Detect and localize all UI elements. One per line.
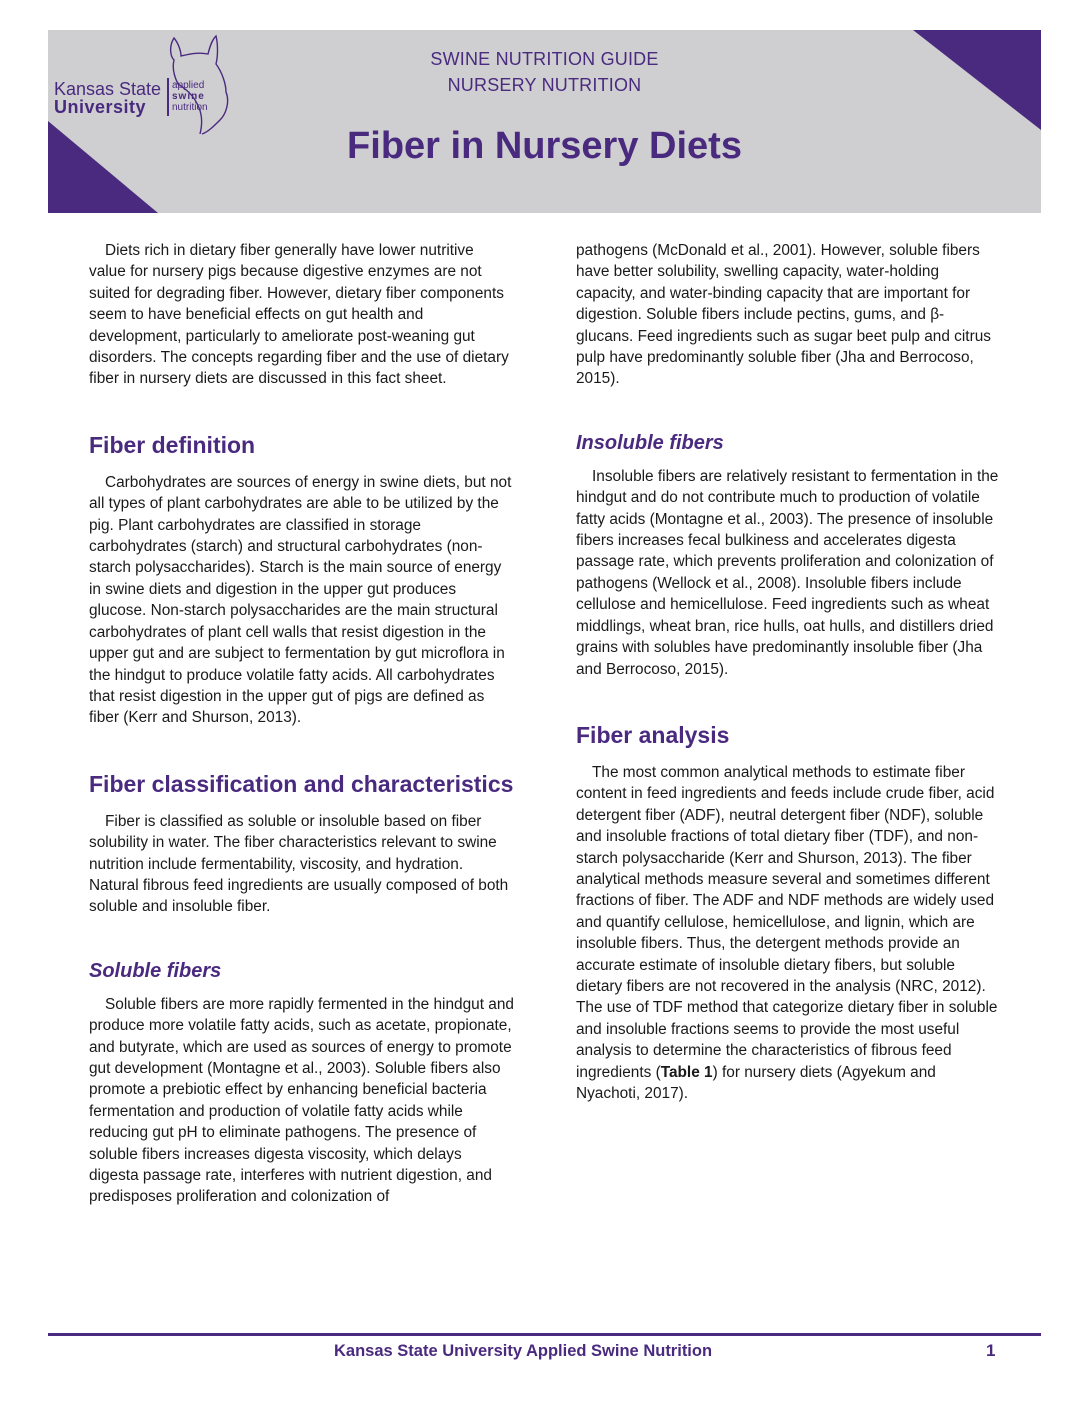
logo-text-kansas-state: Kansas State [54,79,162,99]
heading-insoluble-fibers: Insoluble fibers [576,431,724,454]
footer-rule [48,1333,1041,1336]
heading-fiber-definition: Fiber definition [89,431,256,458]
fiber-analysis-text-a: The most common analytical methods to estimate fiber content in feed ingredients and feeds include crude fiber, acid detergent fiber (ADF), neutral detergent fiber (NDF), soluble and insoluble fractions of total dietary fiber (TDF), and non-starch polysaccharide (Kerr and Shurson, 2013). The fiber analytical methods measure several and sometimes different fractions of fiber. The ADF and NDF methods are widely used and quantify cellulose, hemicellulose, and lignin, which are insoluble fibers. Thus, the detergent methods provide an accurate estimate of insoluble dietary fibers, but soluble dietary fibers are not recovered in the analysis (NRC, 2012). The use of TDF method that categorize dietary fiber in soluble and insoluble fractions seems to provide the most useful analysis to determine the characteristics of fibrous feed ingredients ( [576,763,998,1081]
soluble-fibers-continued-paragraph: pathogens (McDonald et al., 2001). However, soluble fibers have better solubility, swelling capacity, water-holding capacity, and water-binding capacity that are important for digestion. Soluble fibers include pectins, gums, and β-glucans. Feed ingredients such as sugar beet pulp and citrus pulp have predominantly soluble fiber (Jha and Berrocoso, 2015). [576,242,991,388]
logo-text-applied: applied [172,80,205,91]
footer-publisher: Kansas State University Applied Swine Nutrition [334,1342,713,1360]
guide-topic-label: NURSERY NUTRITION [447,75,642,95]
right-column [576,240,1001,1104]
table-1-reference: Table 1 [660,1063,713,1081]
logo-text-nutrition: nutrition [172,102,208,113]
heading-fiber-classification: Fiber classification and characteristics [89,770,514,797]
fiber-analysis-text-b: ) for nursery diets (Agyekum and Nyachoti, 2017). [576,1063,936,1102]
heading-fiber-analysis: Fiber analysis [576,721,730,748]
page-number: 1 [986,1341,996,1360]
page-title: Fiber in Nursery Diets [347,125,742,167]
guide-series-label: SWINE NUTRITION GUIDE [430,49,659,69]
heading-soluble-fibers: Soluble fibers [89,959,222,982]
logo-text-swine: swine [172,91,205,102]
insoluble-fibers-paragraph: Insoluble fibers are relatively resistant to fermentation in the hindgut and do not contribute much to production of volatile fatty acids (Montagne et al., 2003). The presence of insoluble fibers increases fecal bulkiness and accelerates digesta passage rate, which prevents proliferation and colonization of pathogens (Wellock et al., 2008). Insoluble fibers include cellulose and hemicellulose. Feed ingredients such as wheat middlings, wheat bran, rice hulls, oat hulls, and distillers dried grains with solubles have predominantly insoluble fiber (Jha and Berrocoso, 2015). [576,467,999,678]
fiber-classification-paragraph: Fiber is classified as soluble or insoluble based on fiber solubility in water. The fiber characteristics relevant to swine nutrition include fermentability, viscosity, and hydration. Natural fibrous feed ingredients are usually composed of both soluble and insoluble fiber. [89,812,509,916]
fiber-definition-paragraph: Carbohydrates are sources of energy in swine diets, but not all types of plant carbohydrates are able to be utilized by the pig. Plant carbohydrates are classified in storage carbohydrates (starch) and structural carbohydrates (non-starch polysaccharides). Starch is the main source of energy in swine diets and digestion in the upper gut produces glucose. Non-starch polysaccharides are the main structural carbohydrates of plant cell walls that resist digestion in the upper gut and are subject to fermentation by gut microflora in the hindgut to produce volatile fatty acids. All carbohydrates that resist digestion in the upper gut of pigs are defined as fiber (Kerr and Shurson, 2013). [89,473,512,727]
logo-text-university: University [54,97,147,117]
intro-paragraph: Diets rich in dietary fiber generally have lower nutritive value for nursery pigs because digestive enzymes are not suited for degrading fiber. However, dietary fiber components seem to have beneficial effects on gut health and development, particularly to ameliorate post-weaning gut disorders. The concepts regarding fiber and the use of dietary fiber in nursery diets are discussed in this fact sheet. [89,242,509,388]
soluble-fibers-paragraph: Soluble fibers are more rapidly fermented in the hindgut and produce more volatile fatty acids, such as acetate, propionate, and butyrate, which are used as sources of energy to promote gut development (Montagne et al., 2003). Soluble fibers also promote a prebiotic effect by enhancing beneficial bacteria fermentation and production of volatile fatty acids while reducing gut pH to eliminate pathogens. The presence of soluble fibers increases digesta viscosity, which delays digesta passage rate, interferes with nutrient digestion, and predisposes proliferation and colonization of [89,995,514,1206]
left-column [89,240,514,1208]
header-banner [48,30,1041,213]
fiber-analysis-paragraph [576,762,1001,1105]
